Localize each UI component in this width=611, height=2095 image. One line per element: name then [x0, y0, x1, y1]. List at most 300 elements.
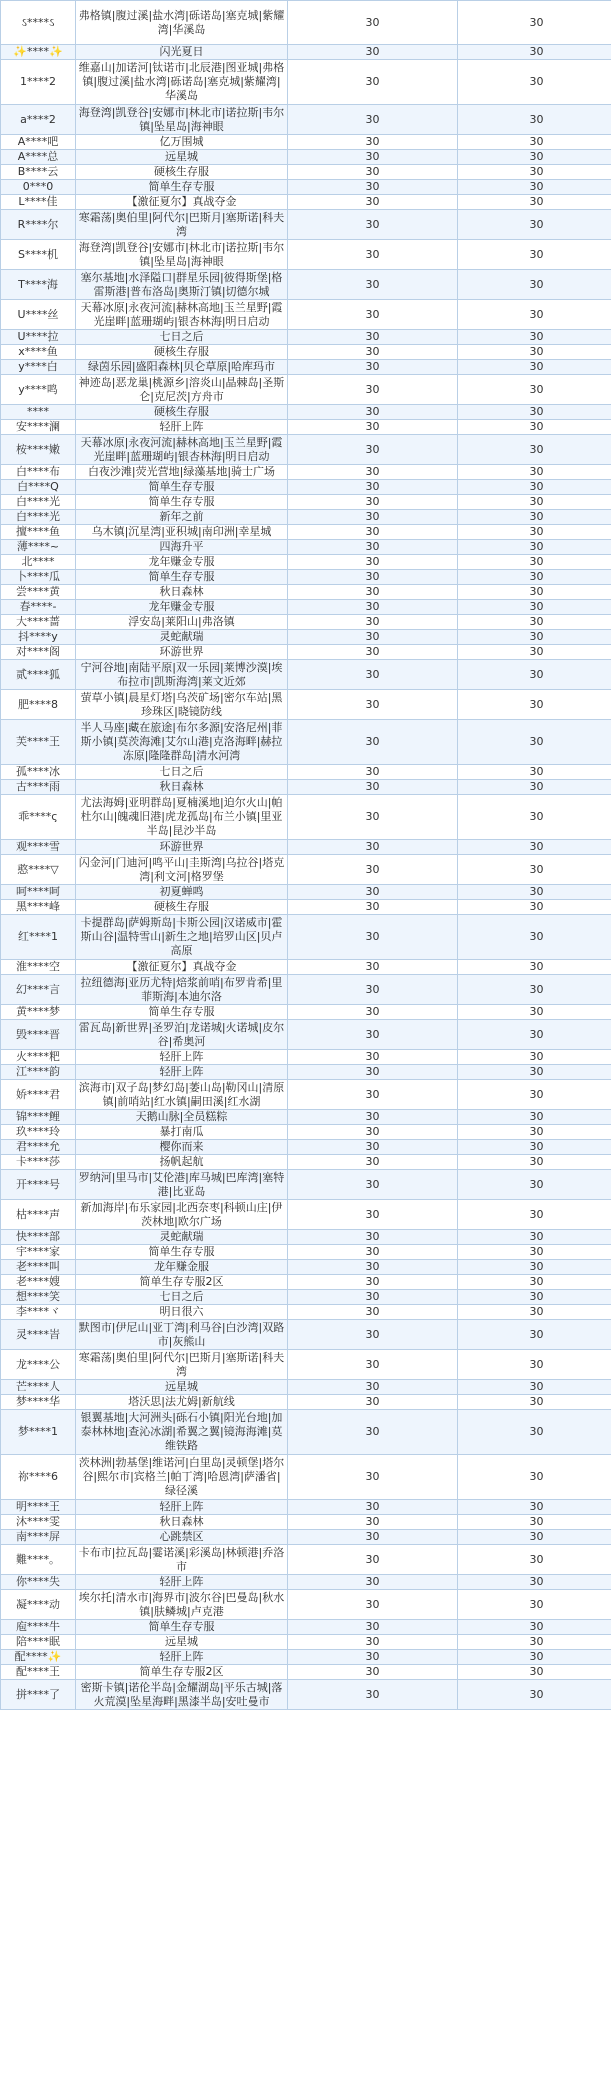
count-b-cell: 30 — [458, 1575, 611, 1590]
count-a-cell: 30 — [288, 645, 458, 660]
server-region-cell: 闪光夏日 — [76, 45, 288, 60]
server-region-cell: 卡提群岛|萨姆斯岛|卡斯公园|汉诺威市|霍斯山谷|温特雪山|新生之地|培罗山区|贝卢高原 — [76, 915, 288, 960]
server-region-cell: 四海升平 — [76, 540, 288, 555]
server-region-cell: 茨林洲|勃基堡|维诺河|白里岛|灵顿堡|塔尔谷|熙尔市|宾格兰|帕丁湾|哈恩湾|萨潘省|绿径溪 — [76, 1455, 288, 1500]
count-b-cell: 30 — [458, 1380, 611, 1395]
count-a-cell: 30 — [288, 1380, 458, 1395]
player-name-cell: 沐****雯 — [1, 1515, 76, 1530]
table-row — [1, 525, 611, 540]
count-a-cell: 30 — [288, 495, 458, 510]
count-b-cell: 30 — [458, 45, 611, 60]
player-name-cell: a****2 — [1, 105, 76, 135]
count-b-cell: 30 — [458, 420, 611, 435]
count-b-cell: 30 — [458, 840, 611, 855]
server-region-cell: 简单生存专服 — [76, 570, 288, 585]
player-name-cell: 卜****瓜 — [1, 570, 76, 585]
count-b-cell: 30 — [458, 1245, 611, 1260]
table-row — [1, 1620, 611, 1635]
count-a-cell: 30 — [288, 900, 458, 915]
table-row — [1, 1200, 611, 1230]
server-region-cell: 闪金河|门迪河|鸣平山|圭斯湾|乌拉谷|塔克湾|利文河|格罗堡 — [76, 855, 288, 885]
player-name-cell: 李****ヾ — [1, 1305, 76, 1320]
server-region-cell: 龙年赚金服 — [76, 1260, 288, 1275]
player-name-cell: 春****- — [1, 600, 76, 615]
player-name-cell: 庖****牛 — [1, 1620, 76, 1635]
server-region-cell: 轻肝上阵 — [76, 1650, 288, 1665]
count-b-cell: 30 — [458, 570, 611, 585]
count-a-cell: 30 — [288, 1545, 458, 1575]
count-a-cell: 30 — [288, 1, 458, 45]
player-name-cell: 开****号 — [1, 1170, 76, 1200]
player-name-cell: U****拉 — [1, 330, 76, 345]
player-name-cell: 乖****ς — [1, 795, 76, 840]
count-b-cell: 30 — [458, 1275, 611, 1290]
player-name-cell: 陪****眠 — [1, 1635, 76, 1650]
table-row — [1, 1515, 611, 1530]
table-row — [1, 1650, 611, 1665]
count-b-cell: 30 — [458, 525, 611, 540]
count-a-cell: 30 — [288, 780, 458, 795]
count-a-cell: 30 — [288, 1005, 458, 1020]
player-name-cell: U****丝 — [1, 300, 76, 330]
count-a-cell: 30 — [288, 1500, 458, 1515]
table-row — [1, 1575, 611, 1590]
count-b-cell: 30 — [458, 240, 611, 270]
count-a-cell: 30 — [288, 795, 458, 840]
server-region-cell: 心跳禁区 — [76, 1530, 288, 1545]
table-row — [1, 780, 611, 795]
player-name-cell: 1****2 — [1, 60, 76, 105]
server-region-cell: 简单生存专服2区 — [76, 1665, 288, 1680]
count-b-cell: 30 — [458, 1650, 611, 1665]
server-region-cell: 秋日森林 — [76, 780, 288, 795]
count-a-cell: 30 — [288, 240, 458, 270]
server-region-cell: 轻肝上阵 — [76, 1065, 288, 1080]
player-name-cell: 玖****玲 — [1, 1125, 76, 1140]
player-name-cell: 芒****人 — [1, 1380, 76, 1395]
table-row — [1, 135, 611, 150]
server-region-cell: 硬核生存服 — [76, 405, 288, 420]
player-name-cell: 贰****狐 — [1, 660, 76, 690]
table-row — [1, 60, 611, 105]
server-region-cell: 硬核生存服 — [76, 900, 288, 915]
count-a-cell: 30 — [288, 960, 458, 975]
server-region-cell: 维嘉山|加诺河|钛诺市|北辰港|图亚城|弗格镇|腹过溪|盐水湾|砾诺岛|塞克城|紫耀湾|华溪岛 — [76, 60, 288, 105]
count-a-cell: 30 — [288, 585, 458, 600]
count-b-cell: 30 — [458, 975, 611, 1005]
player-name-cell: 君****允 — [1, 1140, 76, 1155]
count-b-cell: 30 — [458, 615, 611, 630]
count-a-cell: 30 — [288, 105, 458, 135]
count-a-cell: 30 — [288, 1665, 458, 1680]
player-name-cell: 锦****鲤 — [1, 1110, 76, 1125]
table-row — [1, 165, 611, 180]
player-name-cell: 枯****声 — [1, 1200, 76, 1230]
count-b-cell: 30 — [458, 660, 611, 690]
player-name-cell: **** — [1, 405, 76, 420]
table-row — [1, 795, 611, 840]
count-b-cell: 30 — [458, 1140, 611, 1155]
count-a-cell: 30 — [288, 690, 458, 720]
table-row — [1, 1320, 611, 1350]
count-b-cell: 30 — [458, 540, 611, 555]
count-b-cell: 30 — [458, 645, 611, 660]
count-a-cell: 30 — [288, 345, 458, 360]
player-name-cell: y****鸣 — [1, 375, 76, 405]
count-a-cell: 30 — [288, 165, 458, 180]
count-a-cell: 30 — [288, 1110, 458, 1125]
server-region-cell: 远星城 — [76, 150, 288, 165]
server-region-cell: 轻肝上阵 — [76, 1500, 288, 1515]
player-name-cell: 淮****空 — [1, 960, 76, 975]
count-a-cell: 30 — [288, 1455, 458, 1500]
player-name-cell: A****总 — [1, 150, 76, 165]
table-row — [1, 555, 611, 570]
table-row — [1, 1305, 611, 1320]
player-name-cell: 火****粑 — [1, 1050, 76, 1065]
server-region-cell: 简单生存专服 — [76, 180, 288, 195]
count-a-cell: 30 — [288, 1170, 458, 1200]
server-region-cell: 龙年赚金专服 — [76, 600, 288, 615]
player-name-cell: 肥****8 — [1, 690, 76, 720]
server-region-cell: 硬核生存服 — [76, 345, 288, 360]
count-b-cell: 30 — [458, 405, 611, 420]
count-a-cell: 30 — [288, 1245, 458, 1260]
count-a-cell: 30 — [288, 45, 458, 60]
server-region-cell: 密斯卡镇|诺伦半岛|金耀湖岛|平乐古城|落火荒漠|坠星海畔|黑漆半岛|安吐曼市 — [76, 1680, 288, 1710]
table-row — [1, 1170, 611, 1200]
count-b-cell: 30 — [458, 855, 611, 885]
count-b-cell: 30 — [458, 105, 611, 135]
count-a-cell: 30 — [288, 195, 458, 210]
server-region-cell: 明日很六 — [76, 1305, 288, 1320]
count-b-cell: 30 — [458, 1590, 611, 1620]
count-b-cell: 30 — [458, 180, 611, 195]
table-row — [1, 1005, 611, 1020]
server-region-cell: 龙年赚金专服 — [76, 555, 288, 570]
server-region-cell: 七日之后 — [76, 765, 288, 780]
player-name-cell: 龙****公 — [1, 1350, 76, 1380]
player-name-cell: 对****阁 — [1, 645, 76, 660]
count-a-cell: 30 — [288, 885, 458, 900]
count-a-cell: 30 — [288, 420, 458, 435]
server-region-cell: 【激征夏尔】真战夺金 — [76, 960, 288, 975]
player-name-cell: 0***0 — [1, 180, 76, 195]
table-row — [1, 720, 611, 765]
count-a-cell: 30 — [288, 915, 458, 960]
count-a-cell: 30 — [288, 1305, 458, 1320]
count-a-cell: 30 — [288, 1350, 458, 1380]
table-row — [1, 645, 611, 660]
server-region-cell: 亿万围城 — [76, 135, 288, 150]
player-name-cell: 祢****6 — [1, 1455, 76, 1500]
count-b-cell: 30 — [458, 900, 611, 915]
table-row — [1, 1380, 611, 1395]
count-a-cell: 30 — [288, 1530, 458, 1545]
count-b-cell: 30 — [458, 1515, 611, 1530]
table-row — [1, 1125, 611, 1140]
player-name-cell: 江****韵 — [1, 1065, 76, 1080]
server-region-cell: 轻肝上阵 — [76, 1575, 288, 1590]
count-b-cell: 30 — [458, 1410, 611, 1455]
count-b-cell: 30 — [458, 135, 611, 150]
table-row — [1, 975, 611, 1005]
count-b-cell: 30 — [458, 1230, 611, 1245]
table-row — [1, 300, 611, 330]
count-a-cell: 30 — [288, 540, 458, 555]
server-region-cell: 【激征夏尔】真战夺金 — [76, 195, 288, 210]
table-row — [1, 1500, 611, 1515]
server-region-cell: 简单生存专服 — [76, 1005, 288, 1020]
server-region-cell: 萤草小镇|晨星灯塔|乌茨矿场|密尔车站|黑珍珠区|晓镜防线 — [76, 690, 288, 720]
count-a-cell: 30 — [288, 405, 458, 420]
table-row — [1, 1290, 611, 1305]
player-name-cell: B****云 — [1, 165, 76, 180]
count-a-cell: 30 — [288, 1590, 458, 1620]
player-name-cell: 憨****▽ — [1, 855, 76, 885]
player-name-cell: 難****。 — [1, 1545, 76, 1575]
count-b-cell: 30 — [458, 1350, 611, 1380]
table-row — [1, 240, 611, 270]
table-row — [1, 1065, 611, 1080]
count-b-cell: 30 — [458, 1320, 611, 1350]
player-name-cell: R****尔 — [1, 210, 76, 240]
count-b-cell: 30 — [458, 270, 611, 300]
table-row — [1, 1050, 611, 1065]
count-b-cell: 30 — [458, 600, 611, 615]
player-name-cell: 北**** — [1, 555, 76, 570]
count-a-cell: 30 — [288, 480, 458, 495]
player-name-cell: 快****部 — [1, 1230, 76, 1245]
count-b-cell: 30 — [458, 1125, 611, 1140]
count-b-cell: 30 — [458, 1065, 611, 1080]
count-b-cell: 30 — [458, 1260, 611, 1275]
table-row — [1, 105, 611, 135]
player-name-cell: 孤****冰 — [1, 765, 76, 780]
count-a-cell: 30 — [288, 525, 458, 540]
count-a-cell: 30 — [288, 840, 458, 855]
player-name-cell: 配****✨ — [1, 1650, 76, 1665]
count-b-cell: 30 — [458, 960, 611, 975]
server-region-cell: 弗格镇|腹过溪|盐水湾|砾诺岛|塞克城|紫耀湾|华溪岛 — [76, 1, 288, 45]
server-region-cell: 环游世界 — [76, 840, 288, 855]
count-a-cell: 30 — [288, 210, 458, 240]
player-name-cell: 桉****嫩 — [1, 435, 76, 465]
table-row — [1, 690, 611, 720]
player-name-cell: 想****笑 — [1, 1290, 76, 1305]
count-a-cell: 30 — [288, 1230, 458, 1245]
count-b-cell: 30 — [458, 1290, 611, 1305]
count-b-cell: 30 — [458, 495, 611, 510]
count-b-cell: 30 — [458, 885, 611, 900]
server-region-cell: 灵蛇献瑞 — [76, 1230, 288, 1245]
server-region-cell: 天幕冰原|永夜河流|赫林高地|玉兰星野|霞光崖畔|蓝珊瑚屿|银杏林海|明日启动 — [76, 300, 288, 330]
count-a-cell: 30 — [288, 1320, 458, 1350]
server-region-cell: 海登湾|凯登谷|安娜市|林北市|诺拉斯|韦尔镇|坠星岛|海神眼 — [76, 105, 288, 135]
table-row — [1, 405, 611, 420]
table-row — [1, 900, 611, 915]
table-row — [1, 1350, 611, 1380]
player-name-cell: 老****叫 — [1, 1260, 76, 1275]
table-row — [1, 270, 611, 300]
count-b-cell: 30 — [458, 585, 611, 600]
count-a-cell: 30 — [288, 1680, 458, 1710]
table-row — [1, 885, 611, 900]
server-region-cell: 硬核生存服 — [76, 165, 288, 180]
server-region-cell: 雷瓦岛|新世界|圣罗泊|龙诺城|火诺城|皮尔谷|希奥河 — [76, 1020, 288, 1050]
count-b-cell: 30 — [458, 1455, 611, 1500]
count-a-cell: 30 — [288, 465, 458, 480]
server-region-cell: 初夏蝉鸣 — [76, 885, 288, 900]
count-a-cell: 30 — [288, 1635, 458, 1650]
server-region-cell: 拉纽德海|亚历尤特|焙浆前哨|布罗肯希|里菲斯海|本迪尔洛 — [76, 975, 288, 1005]
player-name-cell: A****吧 — [1, 135, 76, 150]
table-row — [1, 960, 611, 975]
table-row — [1, 195, 611, 210]
server-region-cell: 新加海岸|布乐家园|北西奈枣|科顿山庄|伊茨林地|欧尔广场 — [76, 1200, 288, 1230]
server-region-cell: 轻肝上阵 — [76, 420, 288, 435]
server-region-cell: 宁河谷地|南陆平原|双一乐园|莱博沙漠|埃布拉市|凯斯海湾|莱文近郊 — [76, 660, 288, 690]
player-name-cell: 白****Q — [1, 480, 76, 495]
player-name-cell: 擅****鱼 — [1, 525, 76, 540]
server-region-cell: 绿茵乐园|盛阳森林|贝仑草原|哈库玛市 — [76, 360, 288, 375]
table-row — [1, 840, 611, 855]
count-a-cell: 30 — [288, 180, 458, 195]
table-row — [1, 330, 611, 345]
table-row — [1, 1635, 611, 1650]
count-b-cell: 30 — [458, 765, 611, 780]
server-region-cell: 秋日森林 — [76, 585, 288, 600]
count-a-cell: 30 — [288, 135, 458, 150]
player-name-cell: 呵****呵 — [1, 885, 76, 900]
count-b-cell: 30 — [458, 1, 611, 45]
count-a-cell: 30 — [288, 1575, 458, 1590]
server-region-cell: 简单生存专服 — [76, 495, 288, 510]
server-region-cell: 罗纳河|里马市|艾伦港|库马城|巴库湾|塞特港|比亚岛 — [76, 1170, 288, 1200]
server-region-cell: 塔沃思|法尤姆|新航线 — [76, 1395, 288, 1410]
server-region-cell: 樱你而来 — [76, 1140, 288, 1155]
player-name-cell: 安****澜 — [1, 420, 76, 435]
server-region-cell: 海登湾|凯登谷|安娜市|林北市|诺拉斯|韦尔镇|坠星岛|海神眼 — [76, 240, 288, 270]
table-row — [1, 375, 611, 405]
player-name-cell: L****佳 — [1, 195, 76, 210]
player-name-cell: 娇****君 — [1, 1080, 76, 1110]
count-a-cell: 30 — [288, 1155, 458, 1170]
table-row — [1, 600, 611, 615]
count-a-cell: 30 — [288, 300, 458, 330]
server-region-cell: 灵蛇献瑞 — [76, 630, 288, 645]
count-b-cell: 30 — [458, 915, 611, 960]
table-row — [1, 1545, 611, 1575]
server-region-cell: 天鹅山脉|全员糕粽 — [76, 1110, 288, 1125]
table-row — [1, 765, 611, 780]
table-row — [1, 915, 611, 960]
table-row — [1, 1155, 611, 1170]
count-b-cell: 30 — [458, 795, 611, 840]
player-name-cell: 明****王 — [1, 1500, 76, 1515]
table-row — [1, 1260, 611, 1275]
count-b-cell: 30 — [458, 165, 611, 180]
count-b-cell: 30 — [458, 60, 611, 105]
count-a-cell: 30 — [288, 1620, 458, 1635]
player-name-cell: 你****失 — [1, 1575, 76, 1590]
count-b-cell: 30 — [458, 345, 611, 360]
server-region-cell: 神迹岛|恶龙巢|桃源乡|溶炎山|晶棘岛|圣斯仑|克尼茨|方舟市 — [76, 375, 288, 405]
server-region-cell: 简单生存专服 — [76, 480, 288, 495]
count-a-cell: 30 — [288, 660, 458, 690]
player-name-cell: 毁****晋 — [1, 1020, 76, 1050]
count-a-cell: 30 — [288, 1290, 458, 1305]
count-b-cell: 30 — [458, 1395, 611, 1410]
player-name-cell: 卡****莎 — [1, 1155, 76, 1170]
server-region-cell: 简单生存专服 — [76, 1620, 288, 1635]
server-region-cell: 银翼基地|大河洲头|砾石小镇|阳光台地|加泰林林地|查沁冰湖|希翼之翼|镜海海滩|莫维铁路 — [76, 1410, 288, 1455]
count-b-cell: 30 — [458, 1635, 611, 1650]
server-region-cell: 浮安岛|莱阳山|弗洛镇 — [76, 615, 288, 630]
server-region-cell: 滨海市|双子岛|梦幻岛|萎山岛|勒冈山|清原镇|前哨站|红水镇|嗣田溪|红水湖 — [76, 1080, 288, 1110]
player-name-cell: x****鱼 — [1, 345, 76, 360]
table-row — [1, 210, 611, 240]
count-a-cell: 30 — [288, 1260, 458, 1275]
count-a-cell: 30 — [288, 1020, 458, 1050]
player-name-cell: 老****嫂 — [1, 1275, 76, 1290]
count-a-cell: 30 — [288, 570, 458, 585]
server-region-cell: 新年之前 — [76, 510, 288, 525]
server-region-cell: 寒霜荡|奥伯里|阿代尔|巴斯月|塞斯诺|科夫湾 — [76, 210, 288, 240]
table-row — [1, 540, 611, 555]
count-a-cell: 30 — [288, 600, 458, 615]
table-row — [1, 660, 611, 690]
count-a-cell: 30 — [288, 1140, 458, 1155]
table-row — [1, 1680, 611, 1710]
count-b-cell: 30 — [458, 1050, 611, 1065]
ranking-table-body — [1, 1, 611, 1710]
server-region-cell: 暴打南瓜 — [76, 1125, 288, 1140]
count-b-cell: 30 — [458, 1680, 611, 1710]
count-b-cell: 30 — [458, 510, 611, 525]
player-name-cell: ઽ****ઽ — [1, 1, 76, 45]
count-a-cell: 30 — [288, 555, 458, 570]
count-a-cell: 30 — [288, 360, 458, 375]
count-a-cell: 30 — [288, 720, 458, 765]
server-region-cell: 尤法海姆|亚明群岛|夏楠溪地|迫尔火山|帕杜尔山|魄魂旧港|虎龙孤岛|布兰小镇|里亚半岛|昆沙半岛 — [76, 795, 288, 840]
count-a-cell: 30 — [288, 1515, 458, 1530]
count-b-cell: 30 — [458, 1545, 611, 1575]
server-region-cell: 七日之后 — [76, 330, 288, 345]
count-b-cell: 30 — [458, 1665, 611, 1680]
table-row — [1, 510, 611, 525]
count-a-cell: 30 — [288, 855, 458, 885]
server-region-cell: 寒霜荡|奥伯里|阿代尔|巴斯月|塞斯诺|科夫湾 — [76, 1350, 288, 1380]
table-row — [1, 360, 611, 375]
table-row — [1, 465, 611, 480]
table-row — [1, 630, 611, 645]
server-region-cell: 秋日森林 — [76, 1515, 288, 1530]
count-a-cell: 30 — [288, 150, 458, 165]
player-name-cell: 幻****言 — [1, 975, 76, 1005]
count-b-cell: 30 — [458, 630, 611, 645]
table-row — [1, 1395, 611, 1410]
player-name-cell: 白****布 — [1, 465, 76, 480]
server-region-cell: 简单生存专服 — [76, 1245, 288, 1260]
player-name-cell: 配****王 — [1, 1665, 76, 1680]
table-row — [1, 345, 611, 360]
count-b-cell: 30 — [458, 330, 611, 345]
table-row — [1, 1080, 611, 1110]
table-row — [1, 420, 611, 435]
player-name-cell: 芙****王 — [1, 720, 76, 765]
count-a-cell: 30 — [288, 1200, 458, 1230]
